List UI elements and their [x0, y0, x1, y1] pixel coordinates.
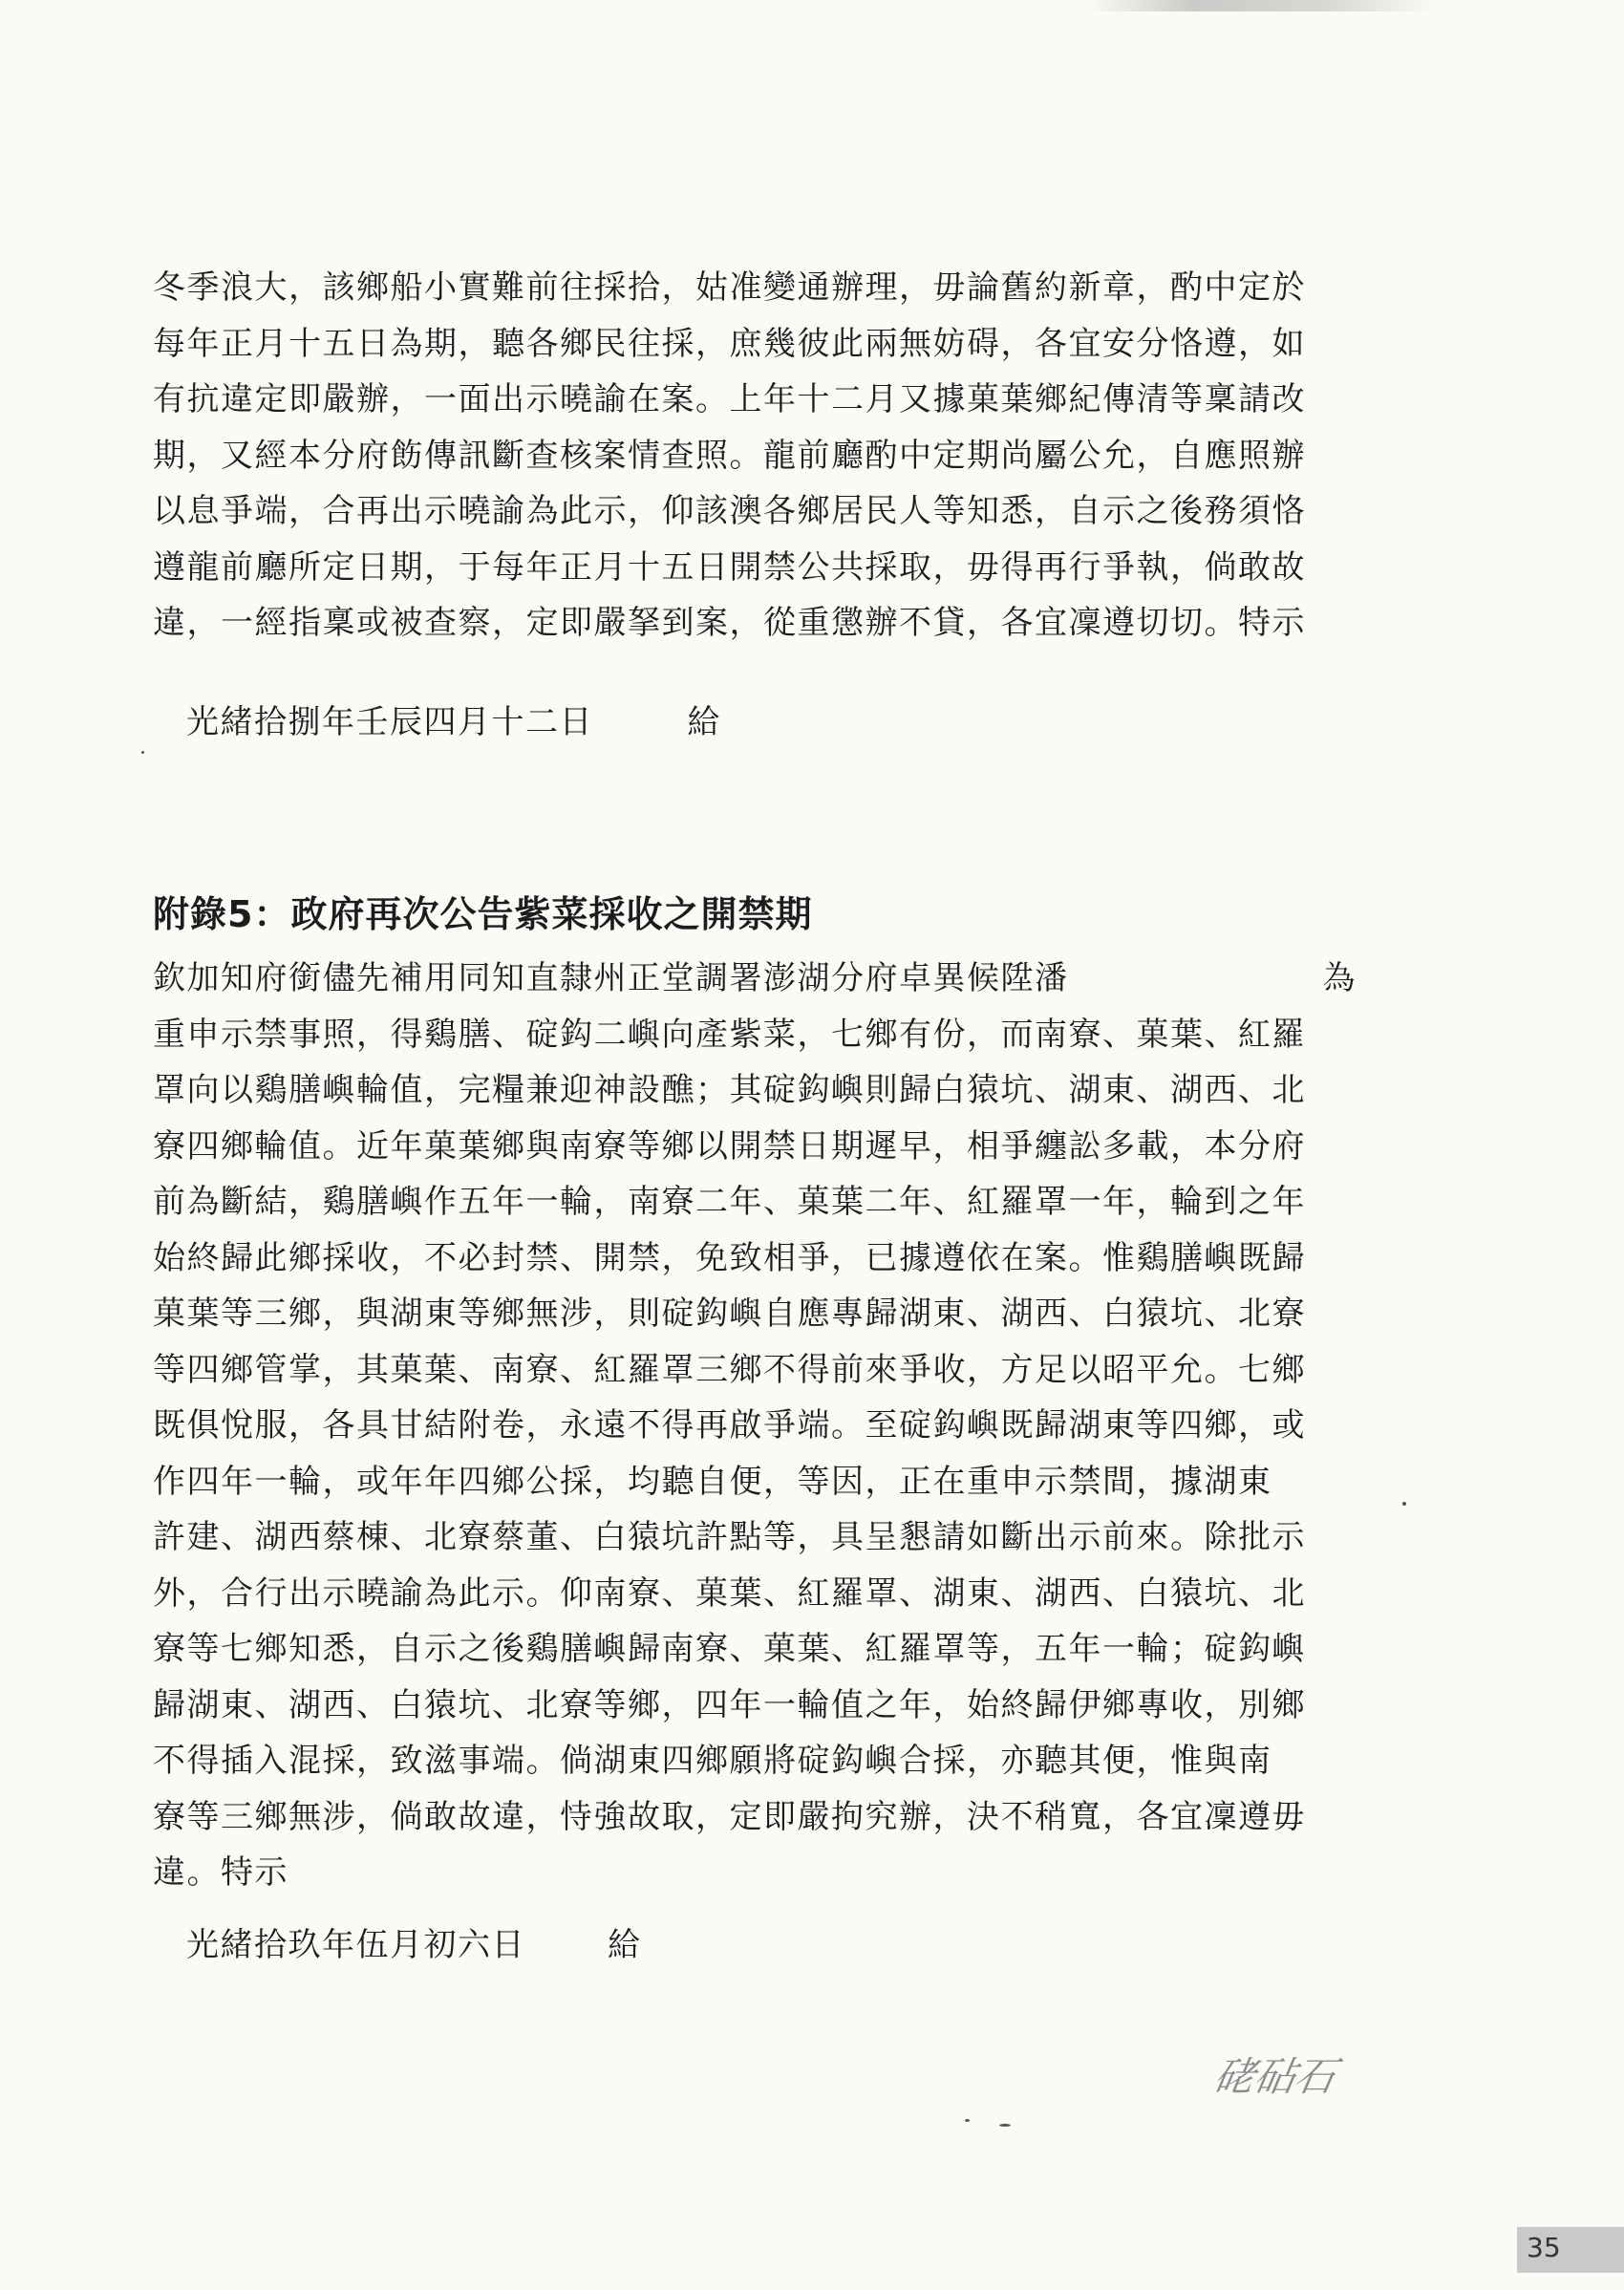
date-line-1 [186, 696, 721, 742]
paragraph-2-line: 寮四鄉輪值。近年菓葉鄉與南寮等鄉以開禁日期遲早，相爭纏訟多載，本分府 [153, 1126, 1306, 1166]
scan-speck [1402, 1502, 1406, 1506]
issuer-for: 為 [1322, 959, 1357, 997]
scan-smudge [1089, 0, 1433, 11]
paragraph-2-line: 罩向以鷄膳嶼輪值，完糧兼迎神設醮；其碇鈎嶼則歸白猿坑、湖東、湖西、北 [153, 1071, 1306, 1109]
paragraph-1 [153, 260, 1357, 652]
paragraph-2 [153, 951, 1357, 1901]
paragraph-2-line: 違。特示 [153, 1853, 288, 1892]
paragraph-2-line: 歸湖東、湖西、白猿坑、北寮等鄉，四年一輪值之年，始終歸伊鄉專收，別鄉 [153, 1685, 1306, 1724]
paragraph-2-line: 許建、湖西蔡棟、北寮蔡董、白猿坑許點等，具呈懇請如斷出示前來。除批示 [153, 1518, 1306, 1556]
issuer-title: 欽加知府銜儘先補用同知直隸州正堂調署澎湖分府卓異候陞潘 [153, 959, 1069, 997]
paragraph-2-line: 外，合行出示曉諭為此示。仰南寮、菓葉、紅羅罩、湖東、湖西、白猿坑、北 [153, 1573, 1306, 1613]
paragraph-2-first-line [153, 951, 1357, 1007]
date-1: 光緒拾捌年壬辰四月十二日 [186, 703, 593, 741]
paragraph-1-line: 有抗違定即嚴辦，一面出示曉諭在案。上年十二月又據菓葉鄉紀傳清等稟請改 [153, 380, 1306, 418]
paragraph-1-line: 違，一經指稟或被查察，定即嚴拏到案，從重懲辦不貸，各宜凜遵切切。特示 [153, 604, 1306, 642]
date-line-2 [186, 1918, 642, 1965]
appendix-heading: 附錄5：政府再次公告紫菜採收之開禁期 [153, 893, 813, 935]
paragraph-1-line: 每年正月十五日為期，聽各鄉民往採，庶幾彼此兩無妨碍，各宜安分恪遵，如 [153, 324, 1306, 363]
page-number: 35 [1527, 2232, 1561, 2263]
paragraph-1-line: 遵龍前廳所定日期，于每年正月十五日開禁公共採取，毋得再行爭執，倘敢故 [153, 547, 1306, 587]
paragraph-2-line: 菓葉等三鄉，與湖東等鄉無涉，則碇鈎嶼自應專歸湖東、湖西、白猿坑、北寮 [153, 1295, 1306, 1333]
paragraph-2-line: 前為斷結，鷄膳嶼作五年一輪，南寮二年、菓葉二年、紅羅罩一年，輪到之年 [153, 1183, 1306, 1221]
scan-speck [999, 2124, 1011, 2127]
give-2: 給 [608, 1926, 642, 1964]
paragraph-2-line: 寮等七鄉知悉，自示之後鷄膳嶼歸南寮、菓葉、紅羅罩等，五年一輪；碇鈎嶼 [153, 1630, 1306, 1668]
paragraph-1-line: 以息爭端，合再出示曉諭為此示，仰該澳各鄉居民人等知悉，自示之後務須恪 [153, 492, 1306, 530]
paragraph-1-line: 期，又經本分府飭傳訊斷查核案情查照。龍前廳酌中定期尚屬公允，自應照辦 [153, 436, 1306, 475]
paragraph-2-line: 既俱悅服，各具甘結附卷，永遠不得再啟爭端。至碇鈎嶼既歸湖東等四鄉，或 [153, 1406, 1306, 1445]
paragraph-2-line: 始終歸此鄉採收，不必封禁、開禁，免致相爭，已據遵依在案。惟鷄膳嶼既歸 [153, 1238, 1306, 1277]
paragraph-2-line: 作四年一輪，或年年四鄉公採，均聽自便，等因，正在重申示禁間，據湖東 [153, 1462, 1272, 1501]
paragraph-1-line: 冬季浪大，該鄉船小實難前往採拾，姑准變通辦理，毋論舊約新章，酌中定於 [153, 268, 1306, 307]
paragraph-2-line: 等四鄉管掌，其菓葉、南寮、紅羅罩三鄉不得前來爭收，方足以昭平允。七鄉 [153, 1350, 1306, 1389]
paragraph-2-line: 寮等三鄉無涉，倘敢故違，恃強故取，定即嚴拘究辦，決不稍寬，各宜凜遵毋 [153, 1797, 1306, 1836]
date-2: 光緒拾玖年伍月初六日 [186, 1926, 525, 1964]
scan-speck [965, 2119, 970, 2122]
stamp-mark: 硓砧石 [1210, 2053, 1339, 2100]
paragraph-2-line: 重申示禁事照，得鷄膳、碇鈎二嶼向產紫菜，七鄉有份，而南寮、菓葉、紅羅 [153, 1015, 1306, 1054]
scan-speck [141, 751, 144, 754]
paragraph-2-line: 不得插入混採，致滋事端。倘湖東四鄉願將碇鈎嶼合採，亦聽其便，惟與南 [153, 1742, 1272, 1780]
give-1: 給 [687, 703, 721, 741]
